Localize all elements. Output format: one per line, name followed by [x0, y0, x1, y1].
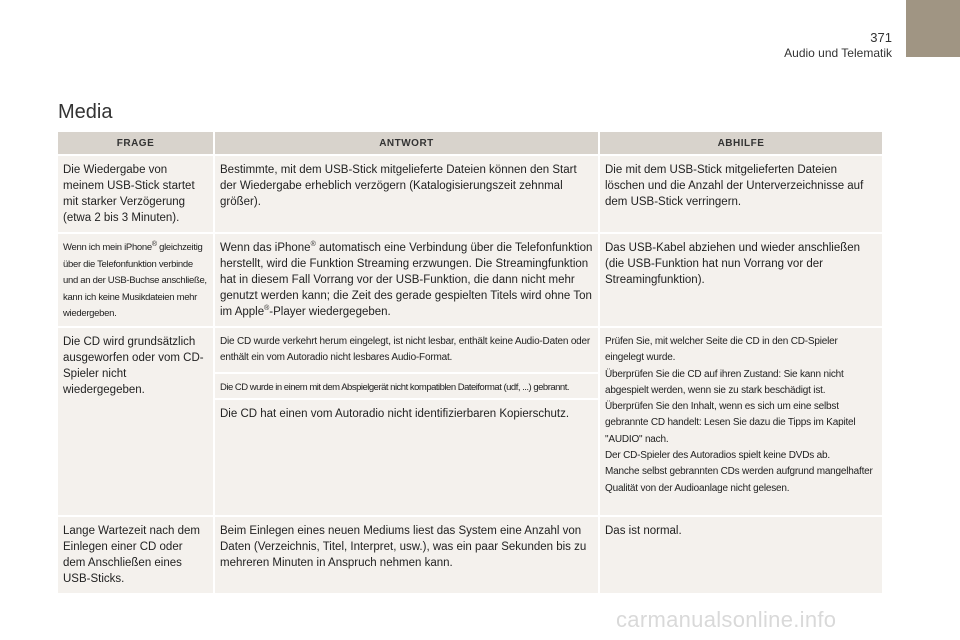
cell-antwort: Bestimmte, mit dem USB-Stick mitgelieferte Dateien können den Start der Wiedergabe erheblich verzögern (Katalogisierungszeit zehnmal größer).: [215, 156, 598, 232]
table-row: [58, 234, 884, 326]
cell-antwort-1: Die CD wurde verkehrt herum eingelegt, ist nicht lesbar, enthält keine Audio-Daten oder enthält ein vom Autoradio nicht lesbares Audio-Format.: [215, 328, 598, 372]
cell-antwort-2: Die CD wurde in einem mit dem Abspielgerät nicht kompatiblen Dateiformat (udf, ...) gebrannt.: [215, 374, 598, 398]
header-abhilfe: ABHILFE: [600, 132, 882, 154]
table-row: [58, 156, 884, 232]
chapter-tab: [906, 0, 960, 57]
cell-antwort-stack: [215, 328, 598, 515]
table-header: [58, 132, 884, 154]
table-row: [58, 517, 884, 593]
header-frage: FRAGE: [58, 132, 213, 154]
table-row: [58, 328, 884, 515]
cell-abhilfe: Die mit dem USB-Stick mitgelieferten Dateien löschen und die Anzahl der Unterverzeichnisse auf dem USB-Stick verringern.: [600, 156, 882, 232]
cell-abhilfe: Das USB-Kabel abziehen und wieder anschließen (die USB-Funktion hat nun Vorrang vor der Streamingfunktion).: [600, 234, 882, 326]
cell-antwort-3: Die CD hat einen vom Autoradio nicht identifizierbaren Kopierschutz.: [215, 400, 598, 515]
cell-frage: Lange Wartezeit nach dem Einlegen einer CD oder dem Anschließen eines USB-Sticks.: [58, 517, 213, 593]
cell-antwort: Wenn das iPhone® automatisch eine Verbindung über die Telefonfunktion herstellt, wird die Funktion Streaming erzwungen. Die Streamingfunktion hat in diesem Fall Vorrang vor der USB-Funktion, die dann nicht mehr genutzt werden kann; die Zeit des gerade gespielten Titels wird ohne Ton im Apple®-Player wiedergegeben.: [215, 234, 598, 326]
troubleshooting-table: [58, 132, 884, 593]
cell-abhilfe: Das ist normal.: [600, 517, 882, 593]
page-title: Media: [58, 101, 113, 123]
page-number: 371: [870, 30, 892, 45]
cell-frage: Die CD wird grundsätzlich ausgeworfen oder vom CD-Spieler nicht wiedergegeben.: [58, 328, 213, 515]
cell-abhilfe: Prüfen Sie, mit welcher Seite die CD in den CD-Spieler eingelegt wurde. Überprüfen Sie die CD auf ihren Zustand: Sie kann nicht abgespielt werden, wenn sie zu stark beschädigt ist. Überprüfen Sie den Inhalt, wenn es sich um eine selbst gebrannte CD handelt: Lesen Sie dazu die Tipps im Kapitel "AUDIO" nach. Der CD-Spieler des Autoradios spielt keine DVDs ab. Manche selbst gebrannten CDs werden aufgrund mangelhafter Qualität von der Audioanlage nicht gelesen.: [600, 328, 882, 515]
cell-frage: Wenn ich mein iPhone® gleichzeitig über die Telefonfunktion verbinde und an der USB-Buchse anschließe, kann ich keine Musikdateien mehr wiedergeben.: [58, 234, 213, 326]
header-antwort: ANTWORT: [215, 132, 598, 154]
section-header: Audio und Telematik: [784, 46, 892, 60]
watermark: carmanualsonline.info: [616, 607, 837, 632]
cell-frage: Die Wiedergabe von meinem USB-Stick startet mit starker Verzögerung (etwa 2 bis 3 Minuten).: [58, 156, 213, 232]
cell-antwort: Beim Einlegen eines neuen Mediums liest das System eine Anzahl von Daten (Verzeichnis, Titel, Interpret, usw.), was ein paar Sekunden bis zu mehreren Minuten in Anspruch nehmen kann.: [215, 517, 598, 593]
